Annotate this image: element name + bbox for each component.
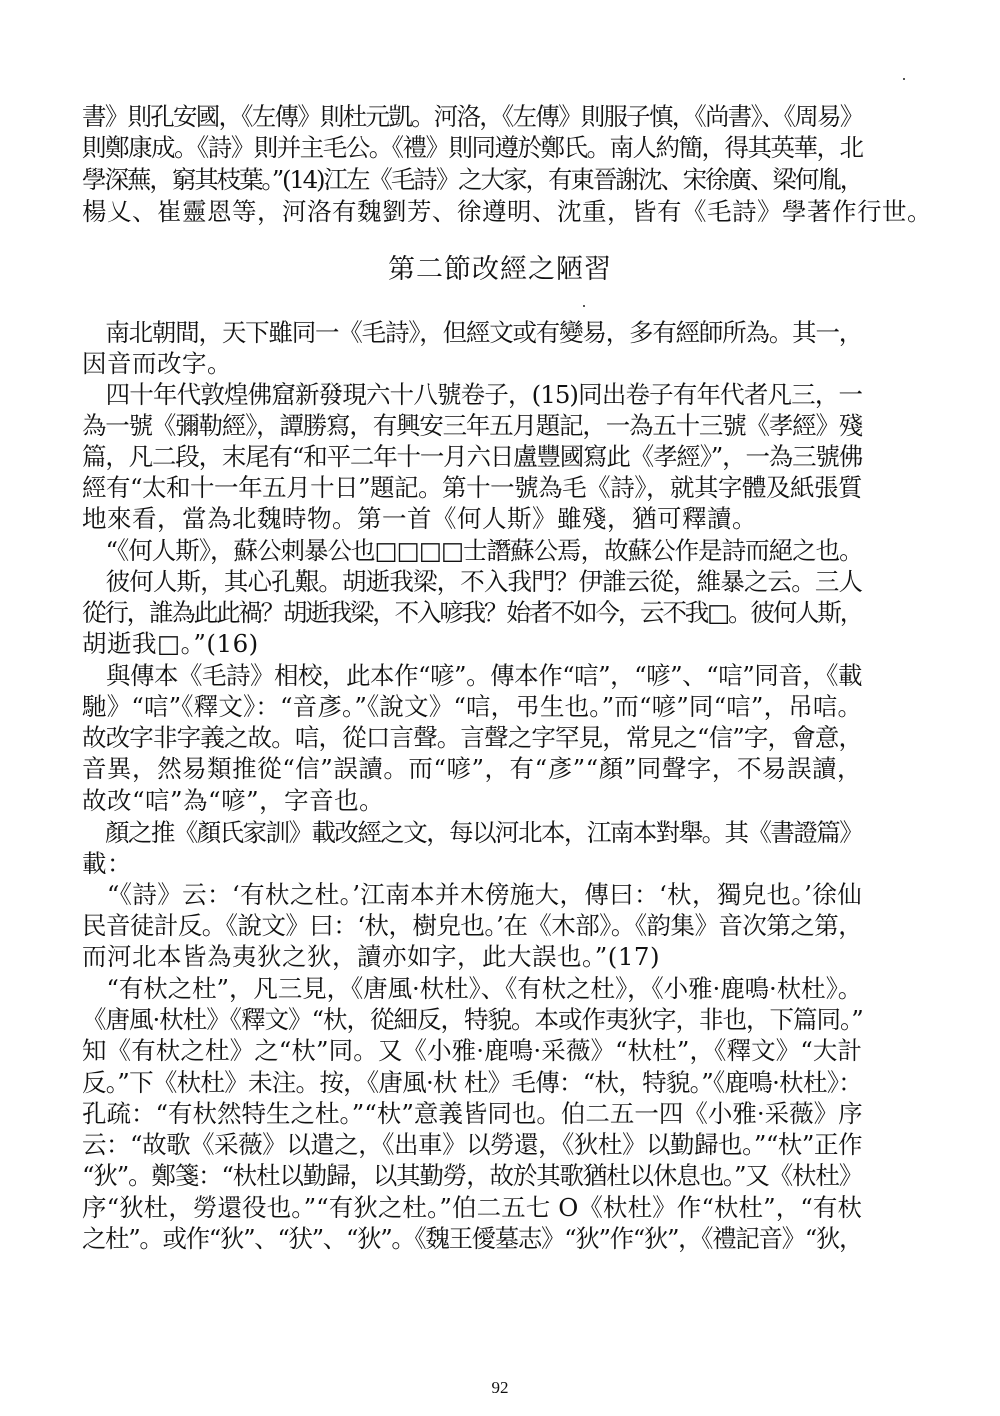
page-number: 92 <box>491 1378 509 1397</box>
text-line: “狄”。鄭箋：“杕杜以勤歸，以其勤勞，故於其歌猶杜以休息也。”又《杕杜》 <box>82 1161 862 1190</box>
text-line: 知《有杕之杜》之“杕”同。又《小雅·鹿鳴·采薇》“杕杜”，《釋文》“大計 <box>82 1036 862 1065</box>
scan-speck <box>583 305 585 307</box>
text-line: 故改“唁”為“喭”，字音也。 <box>82 786 385 815</box>
text-line: 彼何人斯，其心孔艱。胡逝我梁，不入我門？伊誰云從，維暴之云。三人 <box>82 567 862 596</box>
text-line: 反。”下《杕杜》未注。按，《唐風·杕 杜》毛傳：“杕，特貌。”《鹿鳴·杕杜》： <box>82 1068 862 1097</box>
text-line: 而河北本皆為夷狄之狄，讀亦如字，此大誤也。”(17) <box>82 942 661 971</box>
text-line: 學深蕪，窮其枝葉。”(14)江左《毛詩》之大家，有東晉謝沈、宋徐廣、梁何胤， <box>82 165 862 194</box>
text-line: 楊乂、崔靈恩等，河洛有魏劉芳、徐遵明、沈重，皆有《毛詩》學著作行世。 <box>82 197 932 226</box>
text-line: 南北朝間，天下雖同一《毛詩》，但經文或有變易，多有經師所為。其一， <box>82 318 862 347</box>
text-line: 胡逝我□。”(16) <box>82 629 259 658</box>
text-line: 故改字非字義之故。唁，從口言聲。言聲之字罕見，常見之“信”字，會意， <box>82 723 862 752</box>
text-line: 篇，凡二段，末尾有“和平二年十一月六日盧豐國寫此《孝經》”，一為三號佛 <box>82 442 862 471</box>
text-line: 四十年代敦煌佛窟新發現六十八號卷子，(15)同出卷子有年代者凡三，一 <box>82 380 862 409</box>
text-line: 載： <box>82 849 132 878</box>
text-line: 因音而改字。 <box>82 349 232 378</box>
text-line: 經有“太和十一年五月十日”題記。第十一號為毛《詩》，就其字體及紙張質 <box>82 473 862 502</box>
text-line: 書》則孔安國，《左傳》則杜元凱。河洛，《左傳》則服子慎，《尚書》、《周易》 <box>82 102 863 131</box>
text-line: 孔疏：“有杕然特生之杜。”“杕”意義皆同也。伯二五一四《小雅·采薇》序 <box>82 1099 863 1128</box>
text-line: 《唐風·杕杜》《釋文》“杕，從細反，特貌。本或作夷狄字，非也，下篇同。” <box>82 1005 863 1034</box>
text-line: 之杜”。或作“狄”、“犾”、“狄”。《魏王僾墓志》“狄”作“狄”，《禮記音》“狄， <box>82 1224 862 1253</box>
text-line: 則鄭康成。《詩》則并主毛公。《禮》則同遵於鄭氏。南人約簡，得其英華，北 <box>82 133 863 162</box>
text-line: 顏之推《顏氏家訓》載改經之文，每以河北本，江南本對舉。其《書證篇》 <box>82 818 862 847</box>
section-heading: 第二節改經之陋習 <box>388 254 612 285</box>
text-line: “《詩》云：‘有杕之杜。’江南本并木傍施大，傳曰：‘杕，獨皃也。’徐仙 <box>82 880 862 909</box>
text-line: 馳》“唁”《釋文》：“音彥。”《說文》“唁，弔生也。”而“喭”同“唁”，吊唁。 <box>82 692 862 721</box>
text-line: 民音徒計反。《說文》曰：‘杕，樹皃也。’在《木部》。《韵集》音次第之第， <box>82 911 862 940</box>
text-line: 云：“故歌《采薇》以遣之，《出車》以勞還，《狄杜》以勤歸也。”“杕”正作 <box>82 1130 862 1159</box>
text-line: 為一號《彌勒經》，譚勝寫，有興安三年五月題記，一為五十三號《孝經》殘 <box>82 411 862 440</box>
text-line: 音異，然易類推從“信”誤讀。而“喭”，有“彥”“顏”同聲字，不易誤讀， <box>82 754 862 783</box>
scan-speck <box>903 78 905 80</box>
text-line: 地來看，當為北魏時物。第一首《何人斯》雖殘，猶可釋讀。 <box>82 504 757 533</box>
text-line: “《何人斯》，蘇公刺暴公也□□□□士譖蘇公焉，故蘇公作是詩而絕之也。 <box>82 536 863 565</box>
text-line: 從行，誰為此此禍？胡逝我梁，不入喭我？始者不如今，云不我□。彼何人斯， <box>82 598 862 627</box>
text-line: “有杕之杜”，凡三見，《唐風·杕杜》、《有杕之杜》，《小雅·鹿鳴·杕杜》。 <box>82 974 862 1003</box>
text-line: 序“狄杜，勞還役也。”“有狄之杜。”伯二五七 O《杕杜》作“杕杜”，“有杕 <box>82 1193 862 1222</box>
text-line: 與傳本《毛詩》相校，此本作“喭”。傳本作“唁”，“喭”、“唁”同音，《載 <box>82 661 862 690</box>
